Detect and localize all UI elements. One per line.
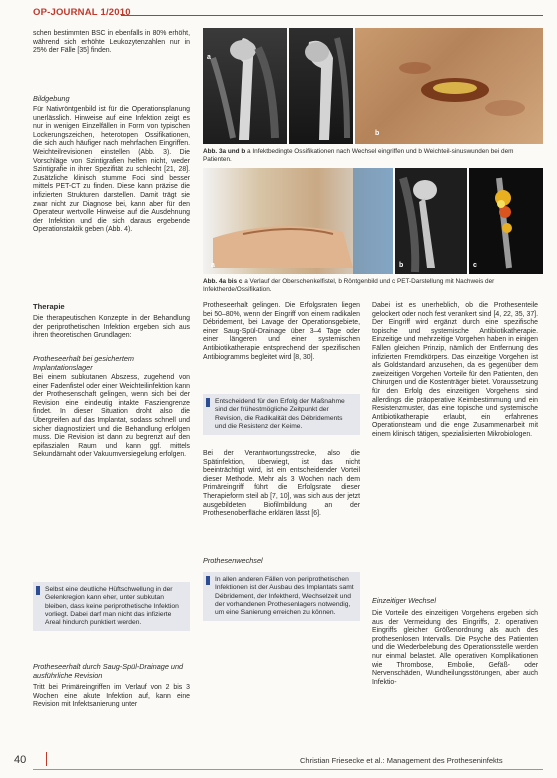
bildgebung-text: Für Nativröntgenbild ist für die Operationsplanung unerlässlich. Hinweise auf eine Infektion zeigt es nur in wenigen Einzelfällen in Form von typischen Lockerungszeichen, heterotopen Ossifikationen, die sich auch häufiger nach mehrfachen Eingriffen. Weichteilrevisionen einstellen (Abb. 3). Die Vorschläge von Szintigrafien helfen nicht, weder Szintigrafie in ihrer Spezifität zu schlecht [21, 28]. Zusätzliche klinisch stumme Foci sind besser mittels PET-CT zu finden. Diese kann präzise die infizierten Strukturen darstellen. Damit trägt sie zwar nicht zur Diagnose bei, kann aber für den Operateur wertvolle Hinweise auf die Ausdehnung der Infektion und die sich daraus ergebende Operationstaktik geben (Abb. 4).	[33, 106, 190, 234]
protheseerhalt-spuel-heading: Protheseerhalt durch Saug-Spül-Drainage und ausführliche Revision	[33, 662, 184, 680]
pet-image-4c	[469, 168, 543, 274]
bildgebung-heading: Bildgebung	[33, 94, 70, 103]
fig4-label-a: a	[211, 262, 215, 269]
fig4-caption-label: Abb. 4a bis c	[203, 278, 243, 285]
highlight-box-1	[33, 582, 190, 631]
fig4-caption-text: a Verlauf der Oberschenkelfistel, b Röntgenbild und c PET-Darstellung mit Nachweis der Infektherde/Ossifikation.	[203, 278, 495, 293]
fig4-label-c: c	[473, 262, 477, 269]
einzeitig-text: Die Vorteile des einzeitigen Vorgehens ergeben sich aus der Vermeidung des Eingriffs, 2. operativen Eingriffs gleicher Größenordnung als auch des prothesenlosen Intervalls. Die Psyche des Patienten und die Wiederbelebung des Operationsstelle werden nur einmal belastet. Alle operativen Komplikationen wie Thrombose, Embolie, Gefäß- oder Nervenschäden, Wundheilungsstörungen, aber auch Infektio-	[372, 610, 538, 686]
header-rule	[121, 15, 543, 16]
fig3-label-a: a	[207, 54, 211, 61]
protheseerhalt-spuel-text: Tritt bei Primäreingriffen im Verlauf von 2 bis 3 Wochen eine akute Infektion auf, kann eine Revision mit Infektsanierung unter	[33, 684, 190, 709]
fig4-caption	[203, 278, 543, 294]
highlight-box-2-text: Entscheidend für den Erfolg der Maßnahme sind der frühestmögliche Zeitpunkt der Revision, die Radikalität des Débridements und die Resistenz der Keime.	[215, 398, 345, 430]
fig4-label-b: b	[399, 262, 404, 269]
col3-paragraph-1: Dabei ist es unerheblich, ob die Prothesenteile gelockert oder noch fest verankert sind [4, 22, 35, 37]. Der Eingriff wird ergänzt durch eine spezifische topische und systemische Antibiotikatherapie. Einzeitige und mehrzeitige Vorgehen haben in einigen Fällen gleichen Prinzip, nämlich der Entfernung des infizierten Fremdkörpers. Das einzeitige Vorgehen ist als Goldstandard anzusehen, da es gegenüber dem zweizeitigen Vorgehen Vorteile für den Patienten, den Chirurgen und die Kostenträger bietet. Voraussetzung für den Erfolg des einzeitigen Vorgehens sind allerdings die präoperative Keimbestimmung und ein Resistenzmuster, das eine topische und systemische Antibiotikatherapie erlaubt, ein erfahrenes Operationsteam und die enge Zusammenarbeit mit einem klinisch tätigen, spezialisierten Mikrobiologen.	[372, 302, 538, 438]
prothesenwechsel-heading: Prothesenwechsel	[203, 556, 263, 565]
fig3-caption-label: Abb. 3a und b	[203, 148, 246, 155]
wound-photo-b	[355, 28, 543, 144]
therapie-heading: Therapie	[33, 302, 65, 311]
protheseerhalt-text: Bei einem subkutanen Abszess, zugehend von einer Fadenfistel oder einer Weichteilinfektion kann der Prothesenschaft gelingen, wenn sich bei der Revision eine eindeutig intakte Fasziengrenze findet. In dieser Situation droht also die Übergreifen auf das Implantat, sodass schnell und sicher diagnostiziert und die Behandlung erfolgen muss. Die Revision ist dann zu begrenzt auf den epifaszialen Raum und kann ggf. mittels Sekundärnaht oder Vakuumversiegelung erfolgen.	[33, 374, 190, 459]
box-marker	[206, 398, 210, 407]
highlight-box-3	[203, 572, 360, 621]
protheseerhalt-heading: Protheseerhalt bei gesichertem Implantationslager	[33, 354, 134, 372]
journal-header	[33, 7, 543, 23]
col2-paragraph-1: Protheseerhalt gelingen. Die Erfolgsraten liegen bei 50–80%, wenn der Eingriff von einem radikalen Débridement, bei Lavage der Operationsgebiete, einer Saug-Spül-Drainage über 3–4 Tage oder einer längeren und einer systemischen Antibiotikatherapie entsprechend der spezifischen Antibiogramms begleitet wird [8, 30].	[203, 302, 360, 361]
footer-rule	[33, 769, 543, 770]
footer-accent-bar	[46, 752, 47, 766]
box-marker	[206, 576, 210, 585]
fig3-caption	[203, 148, 543, 164]
einzeitig-heading: Einzeitiger Wechsel	[372, 596, 436, 605]
fig3-caption-text: a Infektbedingte Ossifikationen nach Wechsel eingriffen und b Weichteil-sinuswunden bei dem Patienten.	[203, 148, 514, 163]
leg-photo-a	[203, 168, 393, 274]
highlight-box-3-text: In allen anderen Fällen von periprothetischen Infektionen ist der Ausbau des Implantats samt Débridement, der Infektherd, Wechselzeit und der vorhandenen Prothesenlagers notwendig, um eine Sanierung erreichen zu können.	[215, 576, 354, 617]
journal-title: OP-JOURNAL 1/2010	[33, 7, 131, 18]
xray-image-a2	[289, 28, 353, 144]
intro-paragraph: schen bestimmten BSC in ebenfalls in 80% erhöht, während sich erhöhte Leukozytenzahlen nur in 25% der Fälle [35] finden.	[33, 30, 190, 55]
footer-running-title: Christian Friesecke et al.: Management des Protheseninfekts	[300, 756, 503, 765]
page-number: 40	[14, 754, 27, 766]
box-marker	[36, 586, 40, 595]
xray-image-4b	[395, 168, 467, 274]
therapie-text: Die therapeutischen Konzepte in der Behandlung der periprothetischen Infektion ergeben sich aus ihren theoretischen Grundlagen:	[33, 315, 190, 340]
fig3-label-b: b	[375, 130, 380, 137]
xray-image-a	[203, 28, 287, 144]
highlight-box-2	[203, 394, 360, 435]
highlight-box-1-text: Selbst eine deutliche Hüftschwellung in der Gelenkregion kann eher, unter subkutan bleiben, dass keine periprothetische Infektion vorliegt. Dabei darf man nicht das infizierte Areal hindurch punktiert werden.	[45, 586, 179, 627]
col2-paragraph-2: Bei der Verantwortungsstrecke, also die Spätinfektion, überwiegt, ist das nicht beeinträchtigt wird, ist ein entscheidender Vorteil dieser Methode. Mehr als 3 Wochen nach dem Primäreingriff führt die Erfolgsrate dieser Therapieform steil ab [7, 10], was sich aus der jetzt ausgebildeten Biofilmbildung an der Prothesenoberfläche erklären lässt [6].	[203, 450, 360, 518]
